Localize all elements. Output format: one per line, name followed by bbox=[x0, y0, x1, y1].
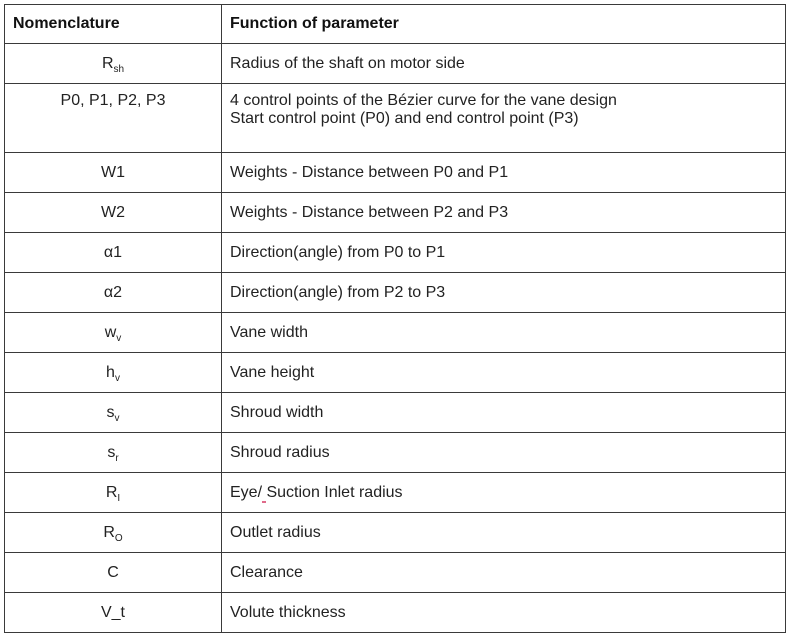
table-row bbox=[5, 553, 786, 593]
function-cell: Weights - Distance between P2 and P3 bbox=[222, 193, 786, 233]
function-cell: Shroud radius bbox=[222, 433, 786, 473]
symbol-cell: α1 bbox=[5, 233, 222, 273]
table-row bbox=[5, 84, 786, 153]
function-cell: Outlet radius bbox=[222, 513, 786, 553]
function-cell: Direction(angle) from P2 to P3 bbox=[222, 273, 786, 313]
function-cell: Volute thickness bbox=[222, 593, 786, 633]
symbol-cell: α2 bbox=[5, 273, 222, 313]
table-row bbox=[5, 473, 786, 513]
table-row bbox=[5, 233, 786, 273]
symbol-cell: V_t bbox=[5, 593, 222, 633]
symbol-cell: $h_v$ bbox=[5, 353, 222, 393]
function-cell: Clearance bbox=[222, 553, 786, 593]
table-row bbox=[5, 273, 786, 313]
nomenclature-table bbox=[4, 4, 786, 633]
function-cell: 4 control points of the Bézier curve for the vane design Start control point (P0) and end control point (P3) bbox=[222, 84, 786, 153]
symbol-cell: $s_r$ bbox=[5, 433, 222, 473]
function-cell: Eye/ Suction Inlet radius bbox=[222, 473, 786, 513]
table-row bbox=[5, 433, 786, 473]
function-cell: Direction(angle) from P0 to P1 bbox=[222, 233, 786, 273]
table-row bbox=[5, 44, 786, 84]
symbol-cell: $R_I$ bbox=[5, 473, 222, 513]
symbol-cell: C bbox=[5, 553, 222, 593]
symbol-cell: $w_v$ bbox=[5, 313, 222, 353]
function-cell: Vane width bbox=[222, 313, 786, 353]
table-row bbox=[5, 193, 786, 233]
symbol-cell: $R_O$ bbox=[5, 513, 222, 553]
table-row bbox=[5, 153, 786, 193]
table-row bbox=[5, 593, 786, 633]
symbol-cell: $s_v$ bbox=[5, 393, 222, 433]
function-cell: Radius of the shaft on motor side bbox=[222, 44, 786, 84]
function-cell: Weights - Distance between P0 and P1 bbox=[222, 153, 786, 193]
function-cell: Vane height bbox=[222, 353, 786, 393]
table-row bbox=[5, 513, 786, 553]
table-row bbox=[5, 353, 786, 393]
header-function: Function of parameter bbox=[222, 5, 786, 44]
table-header-row bbox=[5, 5, 786, 44]
symbol-cell: P0, P1, P2, P3 bbox=[5, 84, 222, 153]
symbol-cell: W1 bbox=[5, 153, 222, 193]
header-nomenclature: Nomenclature bbox=[5, 5, 222, 44]
table-row bbox=[5, 313, 786, 353]
symbol-cell: $R_{sh}$ bbox=[5, 44, 222, 84]
function-cell: Shroud width bbox=[222, 393, 786, 433]
table-row bbox=[5, 393, 786, 433]
symbol-cell: W2 bbox=[5, 193, 222, 233]
